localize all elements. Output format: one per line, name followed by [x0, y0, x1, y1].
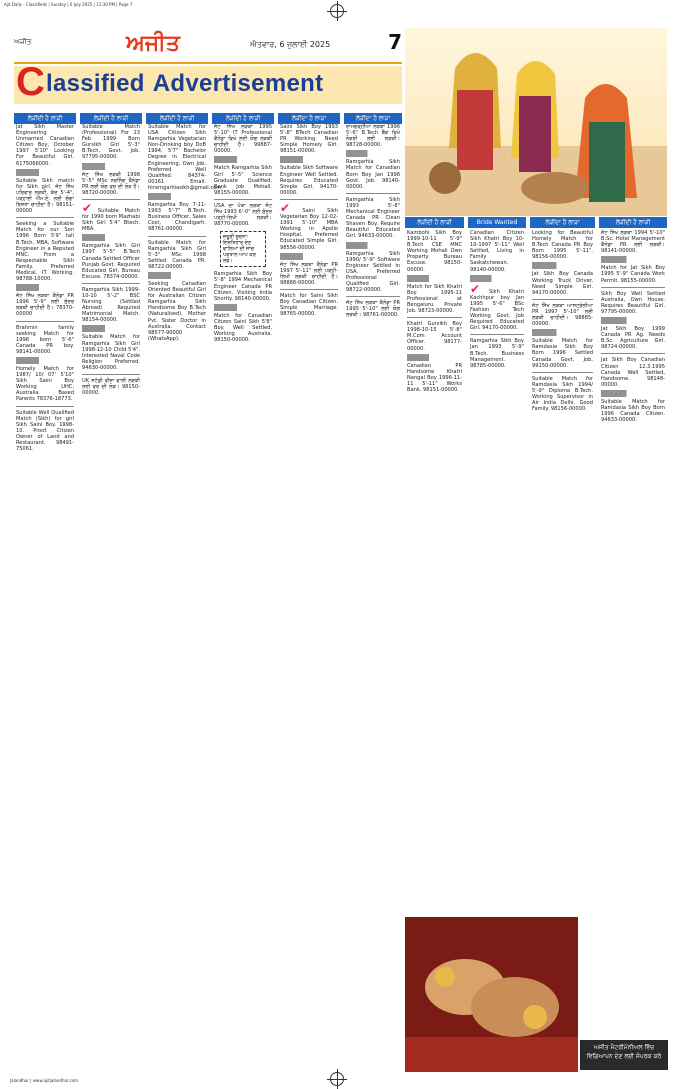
classified-ad: Seeking a Suitable Match for our Son 1996 Born 5'9" tall B.Tech, MBA, Software Engineer in a Reputed MNC. From a Respectable Sikh Family. Preferred Medical, IT Working. 98788-10000.: [16, 221, 74, 283]
column-heading: Bride Wanted: [468, 217, 526, 228]
ad-column-2: [80, 113, 142, 396]
classified-ad: Jat Sikh Master Engineering Unmarried Canadian Citizen Boy, October 1997 5'10" Looking For Beautiful Girl. 6175066000.: [16, 124, 74, 167]
ad-divider: [346, 242, 400, 249]
ad-divider: [280, 199, 338, 200]
ad-divider: [280, 156, 338, 163]
column-heading: ਲੋੜੀਂਦੀ ਹੈ ਲਾੜੀ: [80, 113, 142, 124]
illustration-punjabi-women: [405, 28, 667, 216]
ad-divider: [532, 372, 593, 373]
ad-column-8: [468, 230, 526, 369]
ad-divider: [407, 275, 462, 282]
classified-ad: Jat Sikh Boy Canada Working Truck Driver. Need Simple Girl. 94170-00000.: [532, 271, 593, 296]
classified-ad: Suitable Match for Ramdasia Sikh 1994/ 5'-9" Diploma B.Tech. Working Supervisor in Air India Delhi. Good Family. 98156-00000.: [532, 375, 593, 413]
classified-ad: Ramgarhia Sikh Boy 5'-8" 1994 Mechanical Engineer Canada PR Citizen, Visiting India Shortly. 98140-00000.: [214, 271, 272, 302]
classified-ad: [278, 200, 340, 251]
masthead-label: ਅਜੀਤ: [14, 38, 32, 46]
ad-divider: [601, 390, 665, 397]
ad-divider: [346, 193, 400, 194]
checkmark-icon: ✔: [280, 200, 291, 215]
classified-ad: ਜੱਟ ਸਿੱਖ ਲੜਕਾ ਆਸਟ੍ਰੇਲੀਆ PR 1997 5'-10" ਲਈ ਲੜਕੀ ਚਾਹੀਦੀ। 98885-00000.: [532, 302, 593, 328]
classified-ad: Suitable Match for Ramdasia Sikh Boy Born 1996 Canada Citizen. 94633-00000.: [601, 398, 665, 424]
ad-divider: [407, 354, 462, 361]
ad-divider: [601, 256, 665, 263]
ad-column-7: [405, 230, 464, 393]
column-heading: ਲੋੜੀਂਦੀ ਹੈ ਲਾੜੀ: [405, 217, 464, 228]
classified-ad: Suitable Match for Ramgarhia Sikh Girl 1998-12-10 Child 5'4". Interested Naval Code Religion Preferred. 94630-00000.: [82, 334, 140, 371]
classified-ad-text: Suitable Match for 1990 born Mazhabi Sikh Girl 5'4" Btech. MBA.: [82, 207, 140, 233]
classified-ad: Ramgarhia Sikh 1993 5'-8" Mechanical Engineer Canada PR Clean Shaven Boy. Require Beautiful Educated Girl. 94633-00000.: [346, 196, 400, 240]
classified-ad: Canadian Citizen Sikh Khatri Boy 10-10-1997 5'-11" Well Settled, Living in Family Saskatchewan. 98140-00000.: [470, 230, 524, 273]
ad-divider: [601, 353, 665, 354]
ad-divider: [601, 317, 665, 324]
classified-ad: Ramgarhia Sikh Match for Canadian Born Boy Jan 1998 Govt. Job. 98140-00000.: [346, 159, 400, 190]
section-title: [46, 72, 323, 96]
classified-ad: Match for Jat Sikh Boy 1995 5'-9" Canada Work Permit. 98155-00000.: [601, 265, 665, 284]
classified-ad: Suitable Match for Ramdasia Sikh Boy Born 1996 Settled Canada Govt. Job. 99150-00000.: [532, 338, 593, 369]
ad-divider: [346, 150, 400, 157]
section-title-band: [14, 60, 402, 104]
ad-divider: [82, 234, 140, 241]
classified-ad: Homely Match for 1987/ 10/ 07' 5'10" Sikh Saini Boy Working UHC, Australia. Based Parents 78376-18773.: [16, 366, 74, 403]
ad-divider: [148, 193, 206, 200]
ad-divider: [214, 199, 272, 200]
ad-divider: [16, 321, 74, 322]
wedding-photo: [405, 917, 578, 1072]
ad-column-1: [14, 113, 76, 452]
classified-ad: Match Ramgarhia Sikh Girl 5'-5" Science Graduate Qualified, Bank Job Mohali. 98155-00000.: [214, 165, 272, 196]
advert-banner: ਅਜੀਤ ਮੈਟਰੀਮੋਨੀਅਲ ਵਿੱਚ ਵਿਗਿਆਪਨ ਦੇਣ ਲਈ ਸੰਪਰਕ ਕਰੋ: [580, 1040, 668, 1070]
classified-ad: Ramgarhia Sikh 1999-10-10 5'-2" BSC Nursing (Settled Abroad) Required Matrimonial Match. 98154-00000.: [82, 286, 140, 324]
classified-ad: [468, 281, 526, 332]
page-footer: Jalandhar | www.ajitjalandhar.com: [10, 1078, 79, 1083]
checkmark-icon: ✔: [470, 281, 481, 296]
classified-ad: Khatri Gursikh Boy 1998-10-15 5'-8" M.Com Account Officer. 98177-00000.: [407, 321, 462, 352]
classified-ad: Sikh Boy Well Settled Australia, Own House. Requires Beautiful Girl. 97795-00000.: [601, 290, 665, 315]
classified-ad: Match for Saini Sikh Boy Canadian Citizen. Simple Marriage. 98765-00000.: [280, 292, 338, 318]
classified-ad: Suitable Sikh match for Sikh girl. ਜੱਟ ਸਿੱਖ ਪਰਿਵਾਰ ਲੜਕੀ, ਕੱਦ 5'-4", ਪੜ੍ਹਾਈ ਐੱਮ.ਏ. ਲਈ ਚੰਗਾ ਰਿਸ਼ਤਾ ਚਾਹੀਦਾ ਹੈ। 98151-00000: [16, 177, 74, 215]
column-heading: ਲੋੜੀਂਦੀ ਹੈ ਲਾੜੀ: [14, 113, 76, 124]
column-heading: ਲੋੜੀਂਦਾ ਹੈ ਲਾੜਾ: [344, 113, 402, 124]
ad-divider: [214, 304, 272, 311]
classified-ad: ਜੱਟ ਸਿੱਖ ਲੜਕਾ ਕੈਨੇਡਾ PR 1997 5'-11" ਲਈ ਪੜ੍ਹੀ-ਲਿਖੀ ਲੜਕੀ ਚਾਹੀਦੀ ਹੈ। 98886-00000.: [280, 261, 338, 286]
issue-date: ਐਤਵਾਰ, 6 ਜੁਲਾਈ 2025: [250, 40, 331, 49]
classified-ad: ਰਾਮਗੜ੍ਹੀਆ ਲੜਕਾ 1996 5'-6" B.Tech ਬੈਂਕ ਵਿਖੇ ਨੌਕਰੀ ਲਈ ਲੜਕੀ। 98728-00000.: [346, 124, 400, 149]
masthead-top-bar: [14, 30, 402, 64]
ad-divider: [148, 236, 206, 237]
ad-column-6: [344, 113, 402, 318]
column-heading: ਲੋੜੀਂਦਾ ਹੈ ਲਾੜਾ: [278, 113, 340, 124]
classified-ad: Seeking Canadian Oriented Beautiful Girl for Australian Citizen Ramgarhia Sikh Handsome Boy B.Tech (Naturalised). Mother Pvt. Sister Doctor in Australia. Contact 98577-90000 (WhatsApp).: [148, 280, 206, 342]
wedding-hands-icon: [405, 917, 578, 1072]
classified-ad: Match for Canadian Citizen Saini Sikh 5'8" Boy. Well Settled, Working Australia. 98150-00000.: [214, 312, 272, 344]
ad-divider: [16, 169, 74, 176]
classified-ad: ਜੱਟ ਸਿੱਖ ਲੜਕਾ ਕੈਨੇਡਾ PR 1995 5'-10" ਲਈ ਯੋਗ ਲੜਕੀ। 98761-00000.: [346, 300, 400, 319]
ad-divider: [470, 334, 524, 335]
ad-divider: [82, 325, 140, 332]
classified-ad: Brahmin family seeking Match for 1998 born 5'-6" Canada PR boy. 98141-00000.: [16, 324, 74, 355]
column-heading: ਲੋੜੀਂਦੀ ਹੈ ਲਾੜੀ: [212, 113, 274, 124]
registration-mark-icon: [330, 1072, 344, 1086]
ad-divider: [16, 357, 74, 364]
classified-ad: Suitable Match for Ramgarhia Sikh Girl 5'-3" MSc 1998 Settled Canada PR. 98722-00000.: [148, 239, 206, 270]
ad-column-5: [278, 113, 340, 317]
ad-divider: [280, 253, 338, 260]
classified-ad: ਜੱਟ ਸਿੱਖ ਲੜਕਾ 1995 5'-10" IT Professional ਕੈਨੇਡਾ ਵਿਖੇ ਲਈ ਯੋਗ ਲੜਕੀ ਚਾਹੀਦੀ ਹੈ। 99887-00000.: [214, 124, 272, 155]
print-metadata: Ajit Daily - Classifieds | Sunday | 6 July 2025 | 11:30 PM | Page 7: [4, 2, 133, 7]
newspaper-name: ਅਜੀਤ: [126, 30, 180, 56]
ad-divider: [148, 272, 206, 279]
column-heading: ਲੋੜੀਂਦੀ ਹੈ ਲਾੜੀ: [146, 113, 208, 124]
classified-ad-text: Sikh Khatri Kachhpur boy Jan 1995 5'-6" BSc Fashion Tech Working Govt. Job Required Educated Girl. 94170-00000.: [470, 288, 524, 332]
classified-ad: UK ਸਟੱਡੀ ਵੀਜ਼ਾ ਵਾਲੀ ਲੜਕੀ ਲਈ ਵਰ ਦੀ ਲੋੜ। 98150-00000.: [82, 378, 140, 397]
classified-ad: Ramgarhia Boy 7-11-1993 5'-7" B.Tech. Business Officer, Sales Cost, Chandigarh. 98761-00000.: [148, 202, 206, 233]
classified-ad: ਜੱਟ ਸਿੱਖ ਲੜਕੀ 1998 5'-5" MSc ਨਰਸਿੰਗ ਕੈਨੇਡਾ PR ਲਈ ਯੋਗ ਵਰ ਦੀ ਲੋੜ ਹੈ। 98720-00000.: [82, 171, 140, 196]
ad-divider: [532, 329, 593, 336]
ad-divider: [16, 217, 74, 218]
ad-divider: [82, 199, 140, 200]
classified-ad: Suitable Well Qualified Match (Sikh) for girl Sikh Saini Boy. 1998-10. Proof. Citizen Owner of Land and Restaurant. 98491-75061.: [16, 409, 74, 453]
notice-box: ਜ਼ਰੂਰੀ ਸੂਚਨਾ: ਇਸ਼ਤਿਹਾਰ ਦੇਣ ਵਾਲਿਆਂ ਦੀ ਜਾਂਚ ਪੜਤਾਲ ਆਪ ਕਰ ਲਵੋ।: [220, 231, 266, 267]
classified-ad: Suitable Sikh Software Engineer Well Settled. Requires Educated Simple Girl. 94170-00000.: [280, 165, 338, 196]
classified-ad: Jat Sikh Boy Canadian Citizen 12.3.1995 Canada Well Settled, Handsome. 98148-00000.: [601, 357, 665, 388]
ad-column-10: [599, 230, 667, 423]
column-heading: ਲੋੜੀਂਦਾ ਹੈ ਲਾੜਾ: [530, 217, 595, 228]
page-number: 7: [388, 30, 402, 54]
ad-divider: [16, 284, 74, 291]
classified-ad: Suitable Match for USA Citizen Sikh Ramgarhia Vegetarian Non-Drinking boy DoB 1994, 5'7" Bachelor Degree in Electrical Engineering, Own Job. Preferred Well Qualified. 84374-00161 Email: hirarngarhiasikh@gmail.com.: [148, 124, 223, 191]
classified-ad: Saini Sikh Boy 1993 5'-8" BTech Canadian PR Working. Need Simple Homely Girl. 98151-00000.: [280, 124, 338, 155]
classified-ad: ਜੱਟ ਸਿੱਖ ਲੜਕਾ ਕੈਨੇਡਾ PR 1996 5'-9" ਲਈ ਸੁੰਦਰ ਲੜਕੀ ਚਾਹੀਦੀ ਹੈ। 78370-00000: [16, 293, 74, 318]
classified-ad: Ramgarhia Sikh 1990/ 5'-9" Software Engineer Settled in USA. Preferred Professional Qualified Girl. 98722-00000.: [346, 250, 400, 294]
ad-divider: [407, 317, 462, 318]
ad-divider: [532, 299, 593, 300]
registration-mark-icon: [330, 4, 344, 18]
masthead: [14, 30, 402, 108]
ad-divider: [532, 262, 593, 269]
classified-ad: ਜੱਟ ਸਿੱਖ ਲੜਕਾ 1994 5'-10" B.Sc. Hotel Management ਕੈਨੇਡਾ PR ਲਈ ਲੜਕੀ। 98141-00000.: [601, 230, 665, 255]
ad-divider: [470, 275, 524, 282]
ad-divider: [16, 406, 74, 407]
classified-ad: USA ਦਾ ਪੱਕਾ ਲੜਕਾ ਜੱਟ ਸਿੱਖ 1993 6'-0" ਲਈ ਸੁੰਦਰ ਪੜ੍ਹੀ-ਲਿਖੀ ਲੜਕੀ। 98770-00000.: [214, 202, 272, 228]
checkmark-icon: ✔: [82, 200, 93, 215]
illustration-figures-icon: [405, 28, 667, 216]
ad-divider: [346, 296, 400, 297]
classified-ad: Looking for Beautiful Homely Match for B.Tech Canada PR Boy Born 1995 5'-11". 98156-00000.: [532, 230, 593, 261]
section-title-initial: C: [16, 60, 45, 104]
classified-ad-text: Saini Sikh Vegetarian Boy 12-02-1991 5'-10" MBA Working in Apollo Hospital. Preferred Educated Simple Girl. 98556-00000.: [280, 207, 338, 251]
ad-column-3: [146, 113, 223, 342]
ad-divider: [82, 283, 140, 284]
column-heading: ਲੋੜੀਂਦੀ ਹੈ ਲਾੜੀ: [599, 217, 667, 228]
ad-divider: [214, 156, 272, 163]
classified-ad: [80, 200, 142, 233]
section-title-word-1: lassified: [46, 70, 145, 97]
classified-ad: Kambohi Sikh Boy 1999-10-11 5'-9" B.Tech CSE MNC Working Mohali Own Property. Bureau Excuse. 98150-00000.: [407, 230, 462, 273]
ad-column-9: [530, 230, 595, 412]
ad-column-4: [212, 113, 274, 343]
classified-ad: Match for Sikh Khatri Boy 1995-11 Professional at Bengaluru. Private Job. 98723-00000.: [407, 283, 462, 315]
ad-divider: [82, 374, 140, 375]
classified-ad: Jat Sikh Boy 1999 Canada PR Ag. Needs B.Sc. Agriculture Girl. 98724-00000.: [601, 326, 665, 351]
classified-ad: Suitable Match (Professional) For 23 Feb 1999 Born Gursikh Girl 5'-3" B.Tech, Govt. Job. 97795-00000.: [82, 124, 140, 161]
classified-ad: Ramgarhia Sikh Boy Jan 1993 5'-9" B.Tech. Business Management. 98785-00000.: [470, 338, 524, 369]
ad-divider: [82, 163, 140, 170]
ad-divider: [601, 287, 665, 288]
section-title-word-2: Advertisement: [152, 70, 324, 97]
classified-ad: Canadian PR Handsome Khatri Nangal Boy 1996-11-11 5'-11" Works Bank. 98151-00000.: [407, 362, 462, 393]
ad-divider: [280, 289, 338, 290]
classified-ad: Ramgarhia Sikh Girl 1997 5'-5" B.Tech Canada Settled Officer Punjab Govt. Required Educated Girl, Bureau Excuse. 78374-00000.: [82, 243, 140, 280]
